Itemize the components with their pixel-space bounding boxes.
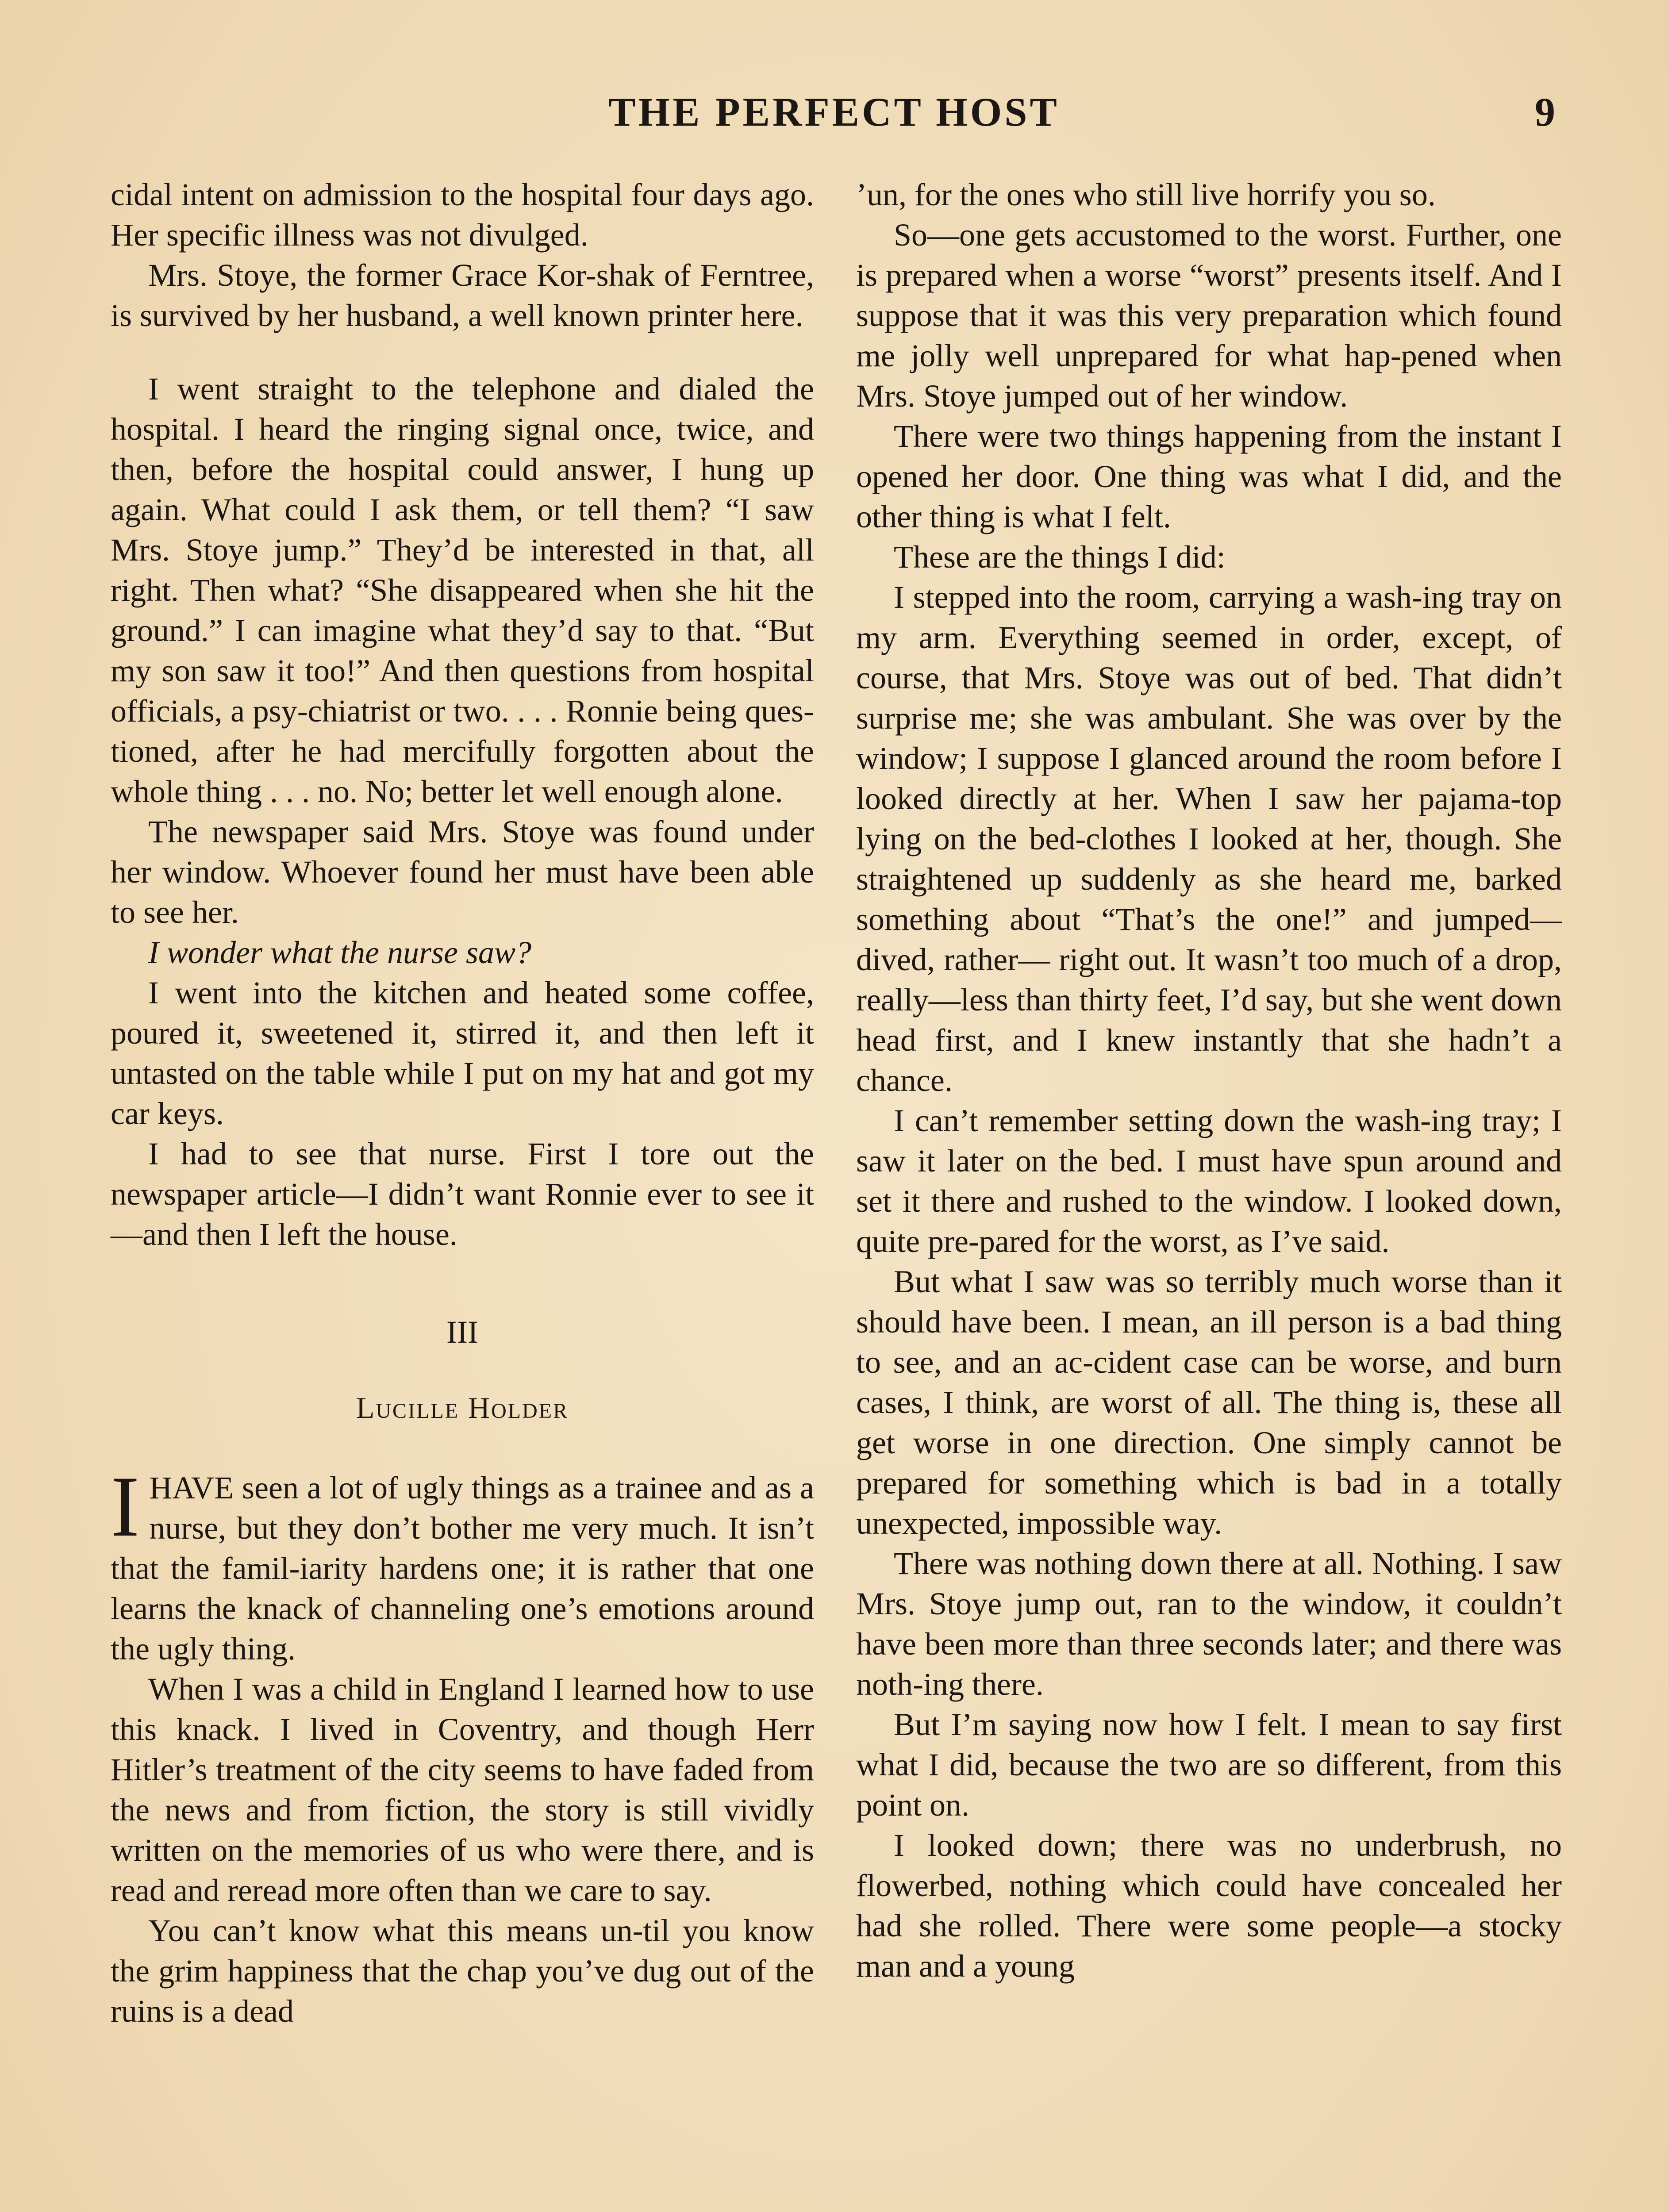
paragraph-text: HAVE seen a lot of ugly things as a trainee and as a nurse, but they don’t bother me very much. It isn’t that the famil-iarity hardens one; it is rather that one learns the knack of channeling one’s emotions around the ugly thing. [111,1470,814,1667]
page-number: 9 [1535,89,1555,134]
paragraph: Mrs. Stoye, the former Grace Kor-shak of Ferntree, is survived by her husband, a well known printer here. [111,257,814,333]
italic-paragraph: I wonder what the nurse saw? [148,935,532,970]
paragraph: There were two things happening from the instant I opened her door. One thing was what I did, and the other thing is what I felt. [856,419,1562,534]
paragraph: But what I saw was so terribly much worse than it should have been. I mean, an ill person is a bad thing to see, and an ac-cident case can be worse, and burn cases, I think, are worst of all. The thing is, these all get worse in one direction. One simply cannot be prepared for something which is bad in a totally unexpected, impossible way. [856,1264,1562,1541]
paragraph: I went straight to the telephone and dialed the hospital. I heard the ringing signal once, twice, and then, before the hospital could answer, I hung up again. What could I ask them, or tell them? “I saw Mrs. Stoye jump.” They’d be interested in that, all right. Then what? “She disappeared when she hit the ground.” I can imagine what they’d say to that. “But my son saw it too!” And then questions from hospital officials, a psy-chiatrist or two. . . . Ronnie being ques-tioned, after he had mercifully forgotten about the whole thing . . . no. No; better let well enough alone. [111,371,814,809]
paragraph: I had to see that nurse. First I tore out the newspaper article—I didn’t want Ronnie ever to see it—and then I left the house. [111,1136,814,1252]
paragraph: I stepped into the room, carrying a wash-ing tray on my arm. Everything seemed in order, except, of course, that Mrs. Stoye was out of bed. That didn’t surprise me; she was ambulant. She was over by the window; I suppose I glanced around the room before I looked directly at her. When I saw her pajama-top lying on the bed-clothes I looked at her, though. She straightened up suddenly as she heard me, barked something about “That’s the one!” and jumped—dived, rather— right out. It wasn’t too much of a drop, really—less than thirty feet, I’d say, but she went down head first, and I knew instantly that she hadn’t a chance. [856,580,1562,1098]
paragraph: You can’t know what this means un-til you know the grim happiness that the chap you’ve dug out of the ruins is a dead [111,1913,814,2029]
running-title: THE PERFECT HOST [608,89,1060,134]
left-column [111,175,814,2032]
paragraph: So—one gets accustomed to the worst. Further, one is prepared when a worse “worst” presents itself. And I suppose that it was this very preparation which found me jolly well unprepared for what hap-pened when Mrs. Stoye jumped out of her window. [856,217,1562,414]
paragraph: I looked down; there was no underbrush, no flowerbed, nothing which could have concealed her had she rolled. There were some people—a stocky man and a young [856,1828,1562,1984]
section-author: Lucille Holder [356,1391,569,1425]
paragraph: I can’t remember setting down the wash-ing tray; I saw it later on the bed. I must have spun around and set it there and rushed to the window. I looked down, quite pre-pared for the worst, as I’ve said. [856,1103,1562,1259]
page-header [0,88,1668,142]
paragraph: These are the things I did: [894,539,1226,575]
section-number: III [446,1314,478,1350]
paragraph: When I was a child in England I learned how to use this knack. I lived in Coventry, and though Herr Hitler’s treatment of the city seems to have faded from the news and from fiction, the story is still vividly written on the memories of us who were there, and is read and reread more often than we care to say. [111,1671,814,1908]
paragraph: cidal intent on admission to the hospital four days ago. Her specific illness was not divulged. [111,177,814,253]
right-column [856,175,1562,1986]
paragraph: But I’m saying now how I felt. I mean to say first what I did, because the two are so different, from this point on. [856,1707,1562,1823]
paragraph: The newspaper said Mrs. Stoye was found under her window. Whoever found her must have been able to see her. [111,814,814,930]
dropcap-paragraph [111,1459,814,1669]
paragraph: There was nothing down there at all. Nothing. I saw Mrs. Stoye jump out, ran to the window, it couldn’t have been more than three seconds later; and there was noth-ing there. [856,1546,1562,1702]
paragraph: ’un, for the ones who still live horrify you so. [856,177,1436,212]
paragraph: I went into the kitchen and heated some coffee, poured it, sweetened it, stirred it, and then left it untasted on the table while I put on my hat and got my car keys. [111,975,814,1131]
drop-cap: I [111,1459,140,1555]
